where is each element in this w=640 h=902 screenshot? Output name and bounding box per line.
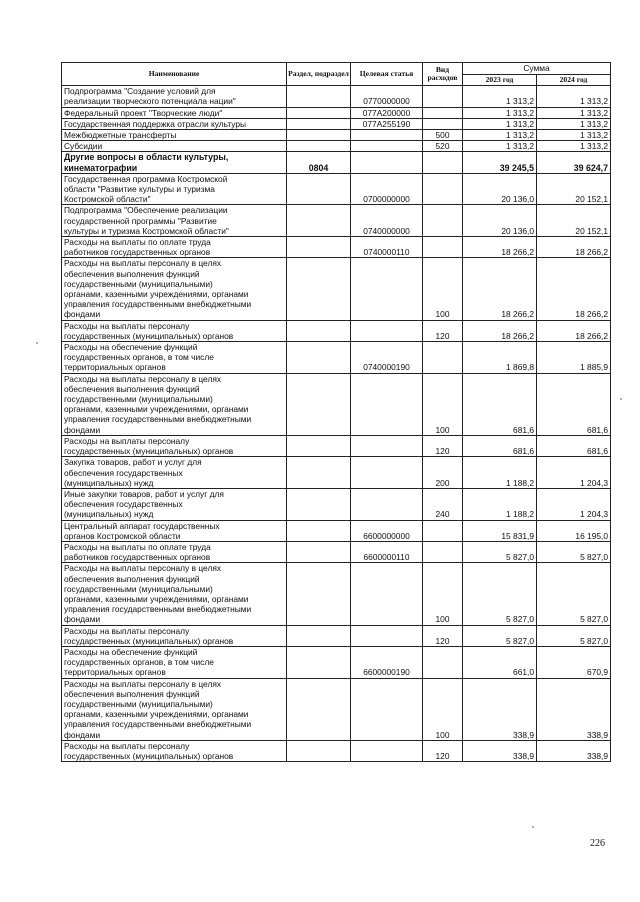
table-row [62, 258, 611, 320]
row-name: Межбюджетные трансферты [62, 130, 287, 141]
budget-document [61, 62, 610, 762]
row-2024: 20 152,1 [537, 205, 611, 237]
row-name: Другие вопросы в области культуры, кинематографии [62, 152, 287, 173]
row-section [287, 173, 351, 205]
row-2024: 1 204,3 [537, 457, 611, 489]
row-target [351, 625, 423, 646]
row-2024: 1 313,2 [537, 86, 611, 107]
row-2023: 1 869,8 [463, 342, 537, 374]
header-section: Раздел, подраздел [287, 63, 351, 86]
row-vid [423, 152, 463, 173]
row-target: 0740000000 [351, 205, 423, 237]
row-name: Расходы на обеспечение функций государственных органов, в том числе территориальных органов [62, 646, 287, 678]
row-section [287, 373, 351, 435]
header-2024: 2024 год [537, 74, 611, 86]
row-target: 0740000110 [351, 237, 423, 258]
row-vid [423, 205, 463, 237]
row-section [287, 342, 351, 374]
row-2023: 681,6 [463, 373, 537, 435]
row-target: 077A255190 [351, 118, 423, 129]
row-name: Закупка товаров, работ и услуг для обеспечения государственных (муниципальных) нужд [62, 457, 287, 489]
table-row [62, 342, 611, 374]
scan-speck [532, 826, 534, 828]
row-2023: 1 313,2 [463, 130, 537, 141]
row-name: Государственная программа Костромской области "Развитие культуры и туризма Костромской области" [62, 173, 287, 205]
table-row [62, 118, 611, 129]
row-target [351, 141, 423, 152]
page-number: 226 [590, 838, 605, 849]
row-2024: 20 152,1 [537, 173, 611, 205]
row-2023: 1 313,2 [463, 118, 537, 129]
table-row [62, 205, 611, 237]
row-target [351, 320, 423, 341]
row-vid [423, 107, 463, 118]
row-name: Иные закупки товаров, работ и услуг для обеспечения государственных (муниципальных) нужд [62, 488, 287, 520]
row-target: 6600000110 [351, 541, 423, 562]
row-name: Расходы на выплаты персоналу государственных (муниципальных) органов [62, 435, 287, 456]
table-row [62, 320, 611, 341]
row-2023: 5 827,0 [463, 541, 537, 562]
row-section [287, 237, 351, 258]
row-vid [423, 520, 463, 541]
row-target [351, 457, 423, 489]
header-2023: 2023 год [463, 74, 537, 86]
row-vid: 200 [423, 457, 463, 489]
row-section [287, 86, 351, 107]
row-2024: 18 266,2 [537, 237, 611, 258]
row-2023: 5 827,0 [463, 563, 537, 625]
row-2024: 681,6 [537, 435, 611, 456]
row-section [287, 118, 351, 129]
header-target: Целевая статья [351, 63, 423, 86]
row-2023: 338,9 [463, 740, 537, 761]
row-2023: 1 313,2 [463, 141, 537, 152]
row-target: 6600000190 [351, 646, 423, 678]
header-row-1 [62, 63, 611, 75]
row-2023: 338,9 [463, 678, 537, 740]
row-target [351, 678, 423, 740]
row-name: Федеральный проект "Творческие люди" [62, 107, 287, 118]
row-2024: 18 266,2 [537, 258, 611, 320]
row-2023: 5 827,0 [463, 625, 537, 646]
row-2024: 1 313,2 [537, 107, 611, 118]
row-2023: 1 188,2 [463, 457, 537, 489]
row-2023: 1 313,2 [463, 86, 537, 107]
row-vid [423, 118, 463, 129]
row-2024: 681,6 [537, 373, 611, 435]
row-target [351, 740, 423, 761]
row-vid: 120 [423, 320, 463, 341]
row-2023: 1 188,2 [463, 488, 537, 520]
row-target: 6600000000 [351, 520, 423, 541]
row-2023: 39 245,5 [463, 152, 537, 173]
row-target [351, 258, 423, 320]
row-2023: 18 266,2 [463, 258, 537, 320]
row-2023: 20 136,0 [463, 173, 537, 205]
row-target [351, 488, 423, 520]
row-name: Расходы на выплаты персоналу государственных (муниципальных) органов [62, 625, 287, 646]
row-target: 0740000190 [351, 342, 423, 374]
row-section [287, 258, 351, 320]
table-row [62, 625, 611, 646]
table-row [62, 740, 611, 761]
row-section [287, 435, 351, 456]
row-vid [423, 646, 463, 678]
row-2023: 18 266,2 [463, 237, 537, 258]
row-section [287, 520, 351, 541]
row-name: Расходы на выплаты персоналу в целях обеспечения выполнения функций государственными (муниципальными) органами, казенными учреждениями, органами управления государственными внебюджетными фондами [62, 258, 287, 320]
table-row [62, 130, 611, 141]
scan-speck [36, 342, 38, 344]
row-target [351, 152, 423, 173]
row-name: Расходы на выплаты персоналу в целях обеспечения выполнения функций государственными (муниципальными) органами, казенными учреждениями, органами управления государственными внебюджетными фондами [62, 563, 287, 625]
row-2023: 15 831,9 [463, 520, 537, 541]
row-vid: 500 [423, 130, 463, 141]
row-section [287, 457, 351, 489]
row-2023: 20 136,0 [463, 205, 537, 237]
row-target [351, 563, 423, 625]
row-name: Государственная поддержка отрасли культуры [62, 118, 287, 129]
table-row [62, 173, 611, 205]
row-2024: 338,9 [537, 678, 611, 740]
table-row [62, 457, 611, 489]
row-vid: 100 [423, 258, 463, 320]
row-vid [423, 541, 463, 562]
row-name: Субсидии [62, 141, 287, 152]
row-2024: 39 624,7 [537, 152, 611, 173]
table-row [62, 563, 611, 625]
table-row [62, 237, 611, 258]
row-section [287, 141, 351, 152]
row-name: Расходы на выплаты персоналу в целях обеспечения выполнения функций государственными (муниципальными) органами, казенными учреждениями, органами управления государственными внебюджетными фондами [62, 678, 287, 740]
row-name: Расходы на выплаты по оплате труда работников государственных органов [62, 541, 287, 562]
header-name: Наименование [62, 63, 287, 86]
row-target: 0770000000 [351, 86, 423, 107]
row-target: 0700000000 [351, 173, 423, 205]
row-section: 0804 [287, 152, 351, 173]
row-section [287, 488, 351, 520]
row-section [287, 740, 351, 761]
scan-speck [620, 398, 622, 400]
table-row [62, 141, 611, 152]
row-2024: 1 885,9 [537, 342, 611, 374]
table-row [62, 373, 611, 435]
row-vid: 240 [423, 488, 463, 520]
table-row [62, 541, 611, 562]
row-2024: 5 827,0 [537, 625, 611, 646]
header-vid: Вид расходов [423, 63, 463, 86]
row-2024: 1 204,3 [537, 488, 611, 520]
budget-table [61, 62, 611, 762]
table-row [62, 488, 611, 520]
row-vid: 120 [423, 435, 463, 456]
row-vid: 100 [423, 563, 463, 625]
row-2023: 661,0 [463, 646, 537, 678]
row-section [287, 646, 351, 678]
row-2024: 338,9 [537, 740, 611, 761]
row-2023: 18 266,2 [463, 320, 537, 341]
row-vid [423, 342, 463, 374]
row-section [287, 130, 351, 141]
table-row [62, 520, 611, 541]
row-target: 077A200000 [351, 107, 423, 118]
row-section [287, 205, 351, 237]
row-target [351, 373, 423, 435]
row-target [351, 435, 423, 456]
row-2024: 1 313,2 [537, 141, 611, 152]
row-2024: 5 827,0 [537, 563, 611, 625]
table-row [62, 107, 611, 118]
row-vid: 100 [423, 678, 463, 740]
row-vid [423, 173, 463, 205]
header-sum: Сумма [463, 63, 611, 75]
row-section [287, 625, 351, 646]
table-row [62, 435, 611, 456]
row-section [287, 107, 351, 118]
row-2023: 1 313,2 [463, 107, 537, 118]
row-2023: 681,6 [463, 435, 537, 456]
table-row [62, 152, 611, 173]
row-2024: 1 313,2 [537, 130, 611, 141]
row-name: Подпрограмма "Создание условий для реализации творческого потенциала нации" [62, 86, 287, 107]
row-2024: 18 266,2 [537, 320, 611, 341]
row-section [287, 563, 351, 625]
row-name: Расходы на выплаты по оплате труда работников государственных органов [62, 237, 287, 258]
row-2024: 5 827,0 [537, 541, 611, 562]
table-row [62, 678, 611, 740]
table-row [62, 646, 611, 678]
row-vid [423, 237, 463, 258]
row-section [287, 678, 351, 740]
row-section [287, 541, 351, 562]
row-section [287, 320, 351, 341]
table-row [62, 86, 611, 107]
row-name: Подпрограмма "Обеспечение реализации государственной программы "Развитие культуры и туризма Костромской области" [62, 205, 287, 237]
row-2024: 1 313,2 [537, 118, 611, 129]
row-vid: 120 [423, 740, 463, 761]
row-vid [423, 86, 463, 107]
row-name: Центральный аппарат государственных органов Костромской области [62, 520, 287, 541]
row-name: Расходы на обеспечение функций государственных органов, в том числе территориальных органов [62, 342, 287, 374]
row-2024: 16 195,0 [537, 520, 611, 541]
row-vid: 100 [423, 373, 463, 435]
row-vid: 520 [423, 141, 463, 152]
row-target [351, 130, 423, 141]
row-name: Расходы на выплаты персоналу государственных (муниципальных) органов [62, 740, 287, 761]
row-2024: 670,9 [537, 646, 611, 678]
row-vid: 120 [423, 625, 463, 646]
row-name: Расходы на выплаты персоналу в целях обеспечения выполнения функций государственными (муниципальными) органами, казенными учреждениями, органами управления государственными внебюджетными фондами [62, 373, 287, 435]
row-name: Расходы на выплаты персоналу государственных (муниципальных) органов [62, 320, 287, 341]
